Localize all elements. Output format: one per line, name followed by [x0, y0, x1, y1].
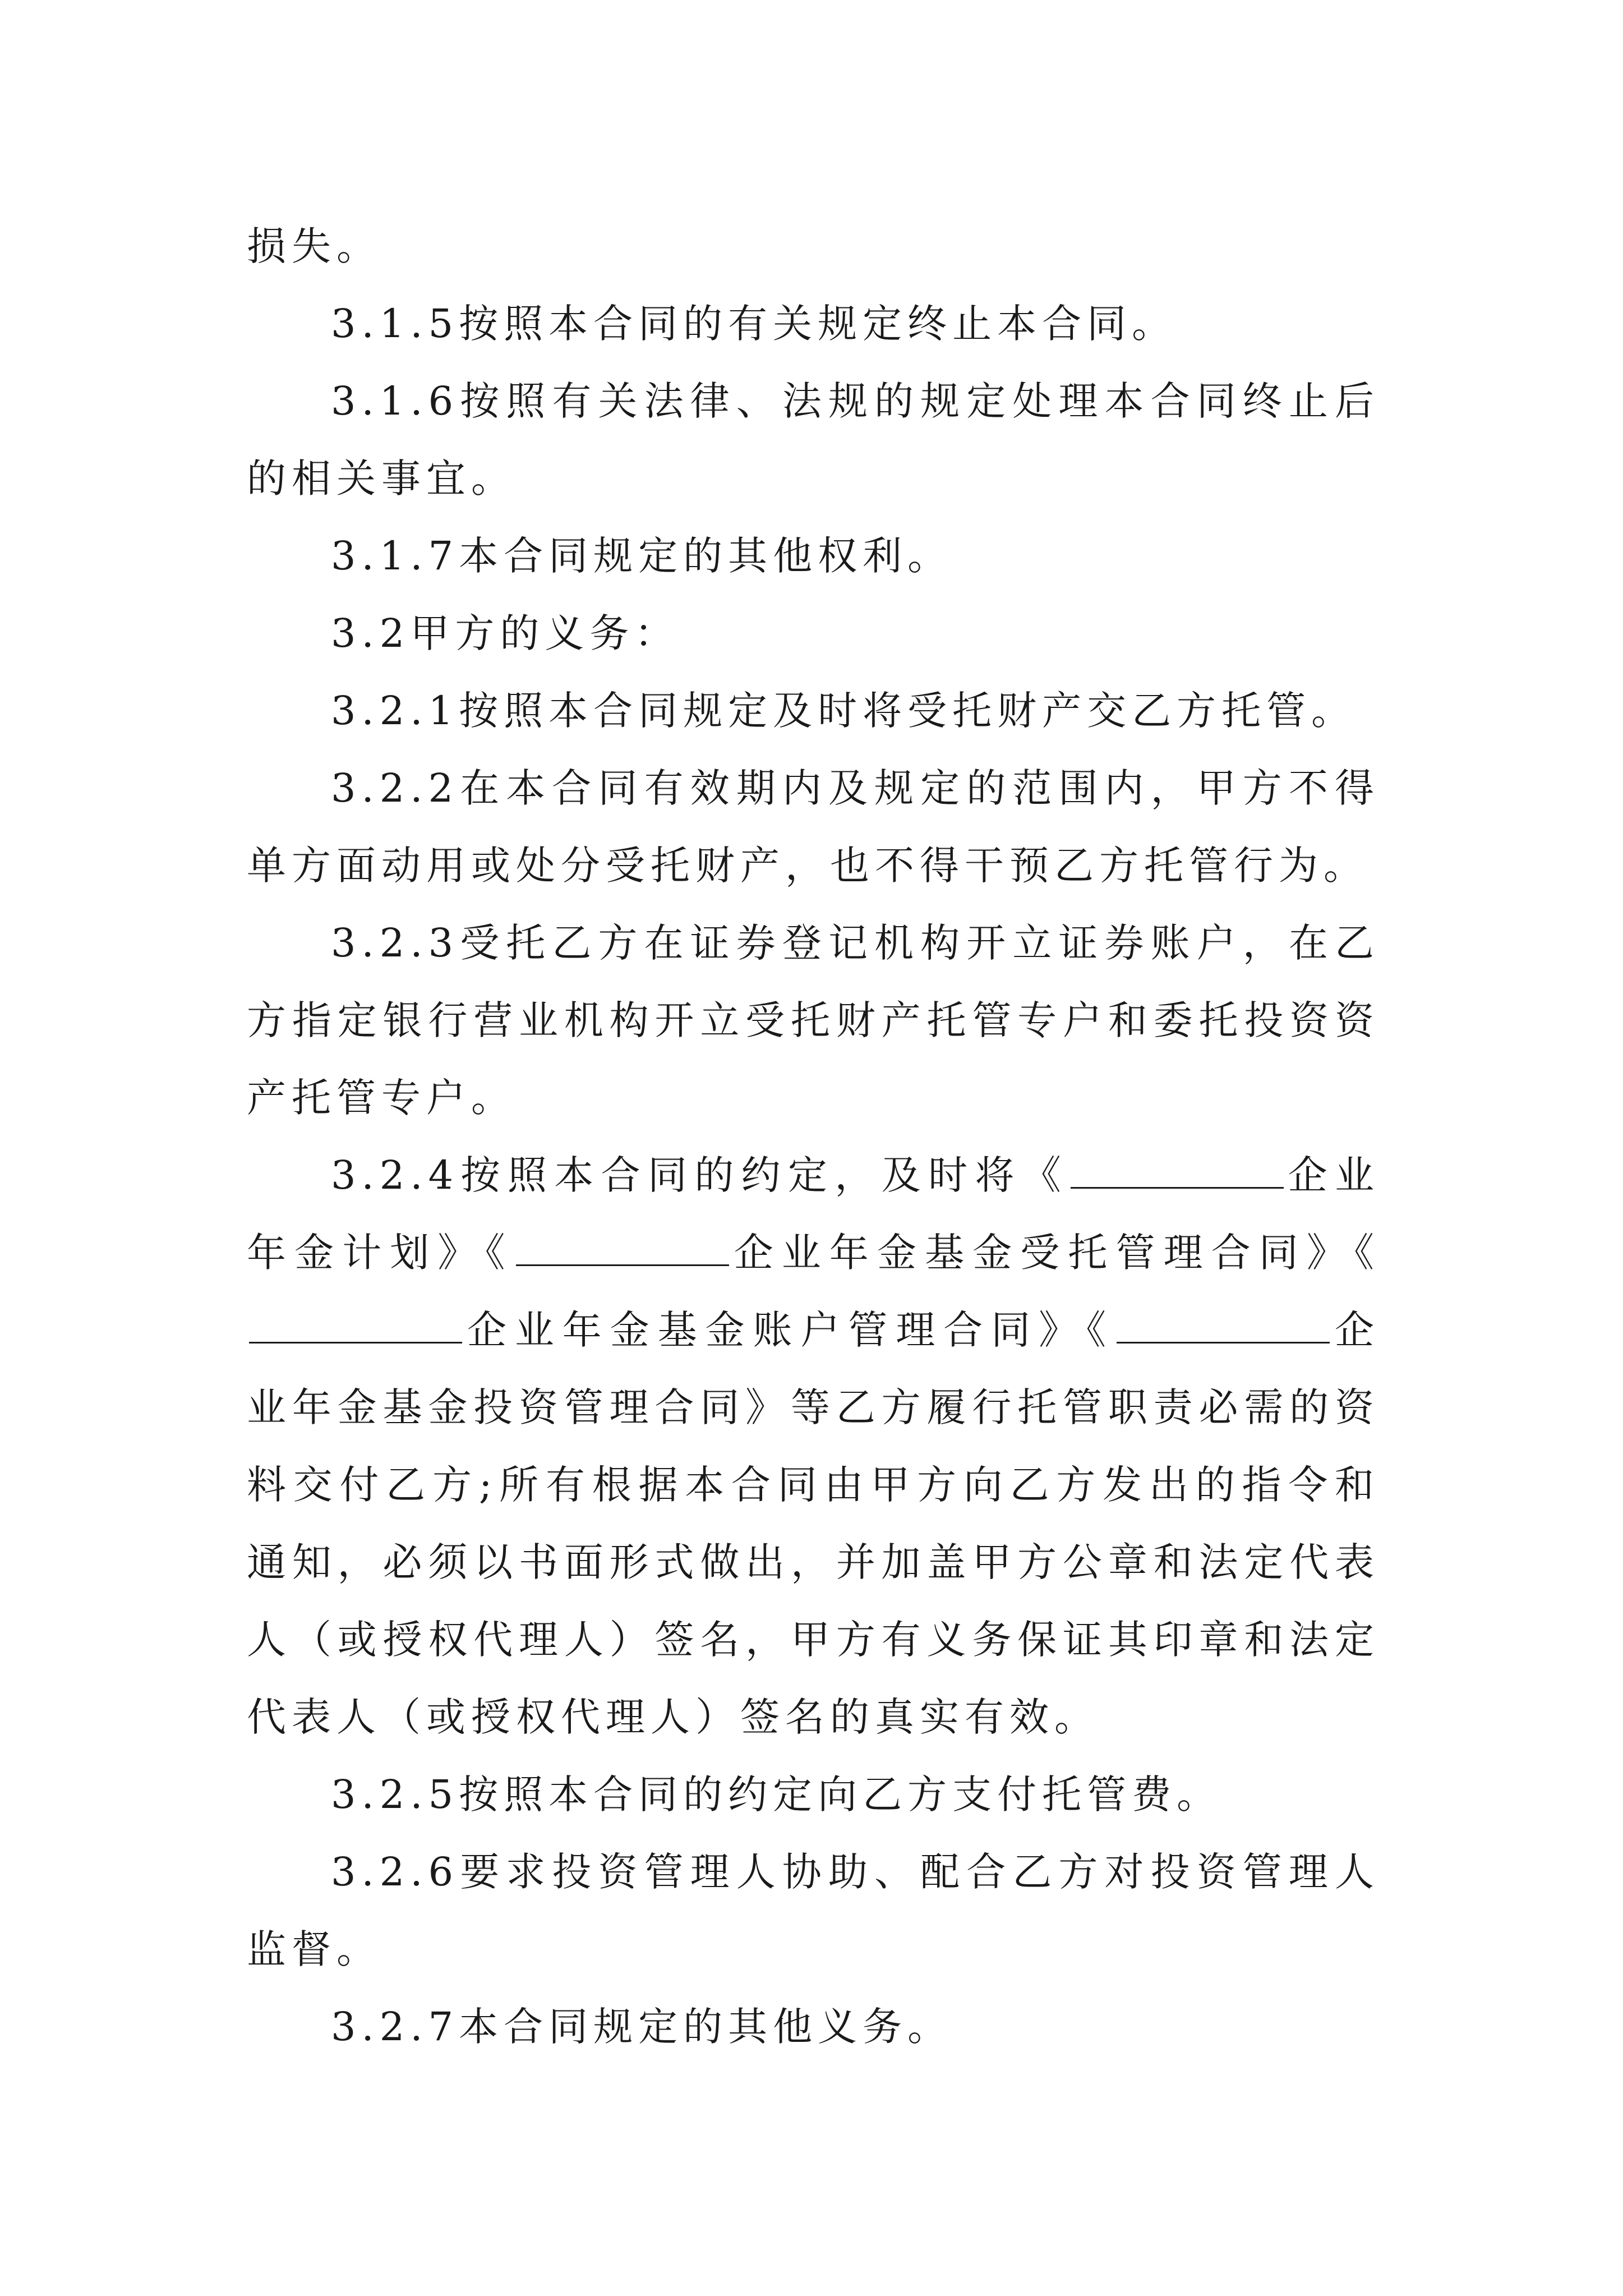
clause-3-2-2: 3.2.2在本合同有效期内及规定的范围内，甲方不得单方面动用或处分受托财产，也不得干预乙方托管行为。	[247, 765, 1380, 889]
clause-3-2-4	[247, 1137, 1380, 1756]
clause-3-2-4-text: 企业年金基金受托管理合同》《	[731, 1230, 1380, 1276]
clause-3-2-4-text: 企业年金基金账户管理合同》《	[464, 1307, 1115, 1353]
clause-3-2-1: 3.2.1按照本合同规定及时将受托财产交乙方托管。	[331, 688, 1357, 734]
clause-3-2-5: 3.2.5按照本合同的约定向乙方支付托管费。	[331, 1772, 1222, 1818]
clause-3-2-4-text: 3.2.4按照本合同的约定，及时将《	[331, 1152, 1069, 1198]
section-3-2-heading: 3.2甲方的义务：	[331, 610, 680, 656]
fill-blank-1[interactable]	[1071, 1148, 1284, 1189]
document-body	[247, 208, 1380, 2065]
clause-3-2-4-text: 企业年金基金投资管理合同》等乙方履行托管职责必需的资料交付乙方;所有根据本合同由甲方向乙方发出的指令和通知，必须以书面形式做出，并加盖甲方公章和法定代表人（或授权代理人）签名，甲方有义务保证其印章和法定代表人（或授权代理人）签名的真实有效。	[247, 1307, 1380, 1740]
clause-3-2-6: 3.2.6要求投资管理人协助、配合乙方对投资管理人监督。	[247, 1849, 1380, 1972]
fill-blank-2[interactable]	[516, 1225, 729, 1266]
fill-blank-4[interactable]	[1117, 1303, 1330, 1343]
clause-3-2-4-text: 企业年金计划》《	[247, 1152, 1380, 1276]
clause-3-2-7: 3.2.7本合同规定的其他义务。	[331, 2004, 953, 2050]
paragraph-continuation: 损失。	[247, 223, 381, 269]
clause-3-1-7: 3.1.7本合同规定的其他权利。	[331, 533, 953, 579]
fill-blank-3[interactable]	[249, 1303, 462, 1343]
clause-3-1-6: 3.1.6按照有关法律、法规的规定处理本合同终止后的相关事宜。	[247, 378, 1380, 501]
clause-3-1-5: 3.1.5按照本合同的有关规定终止本合同。	[331, 301, 1177, 347]
clause-3-2-3: 3.2.3受托乙方在证券登记机构开立证券账户，在乙方指定银行营业机构开立受托财产托管专户和委托投资资产托管专户。	[247, 920, 1380, 1121]
